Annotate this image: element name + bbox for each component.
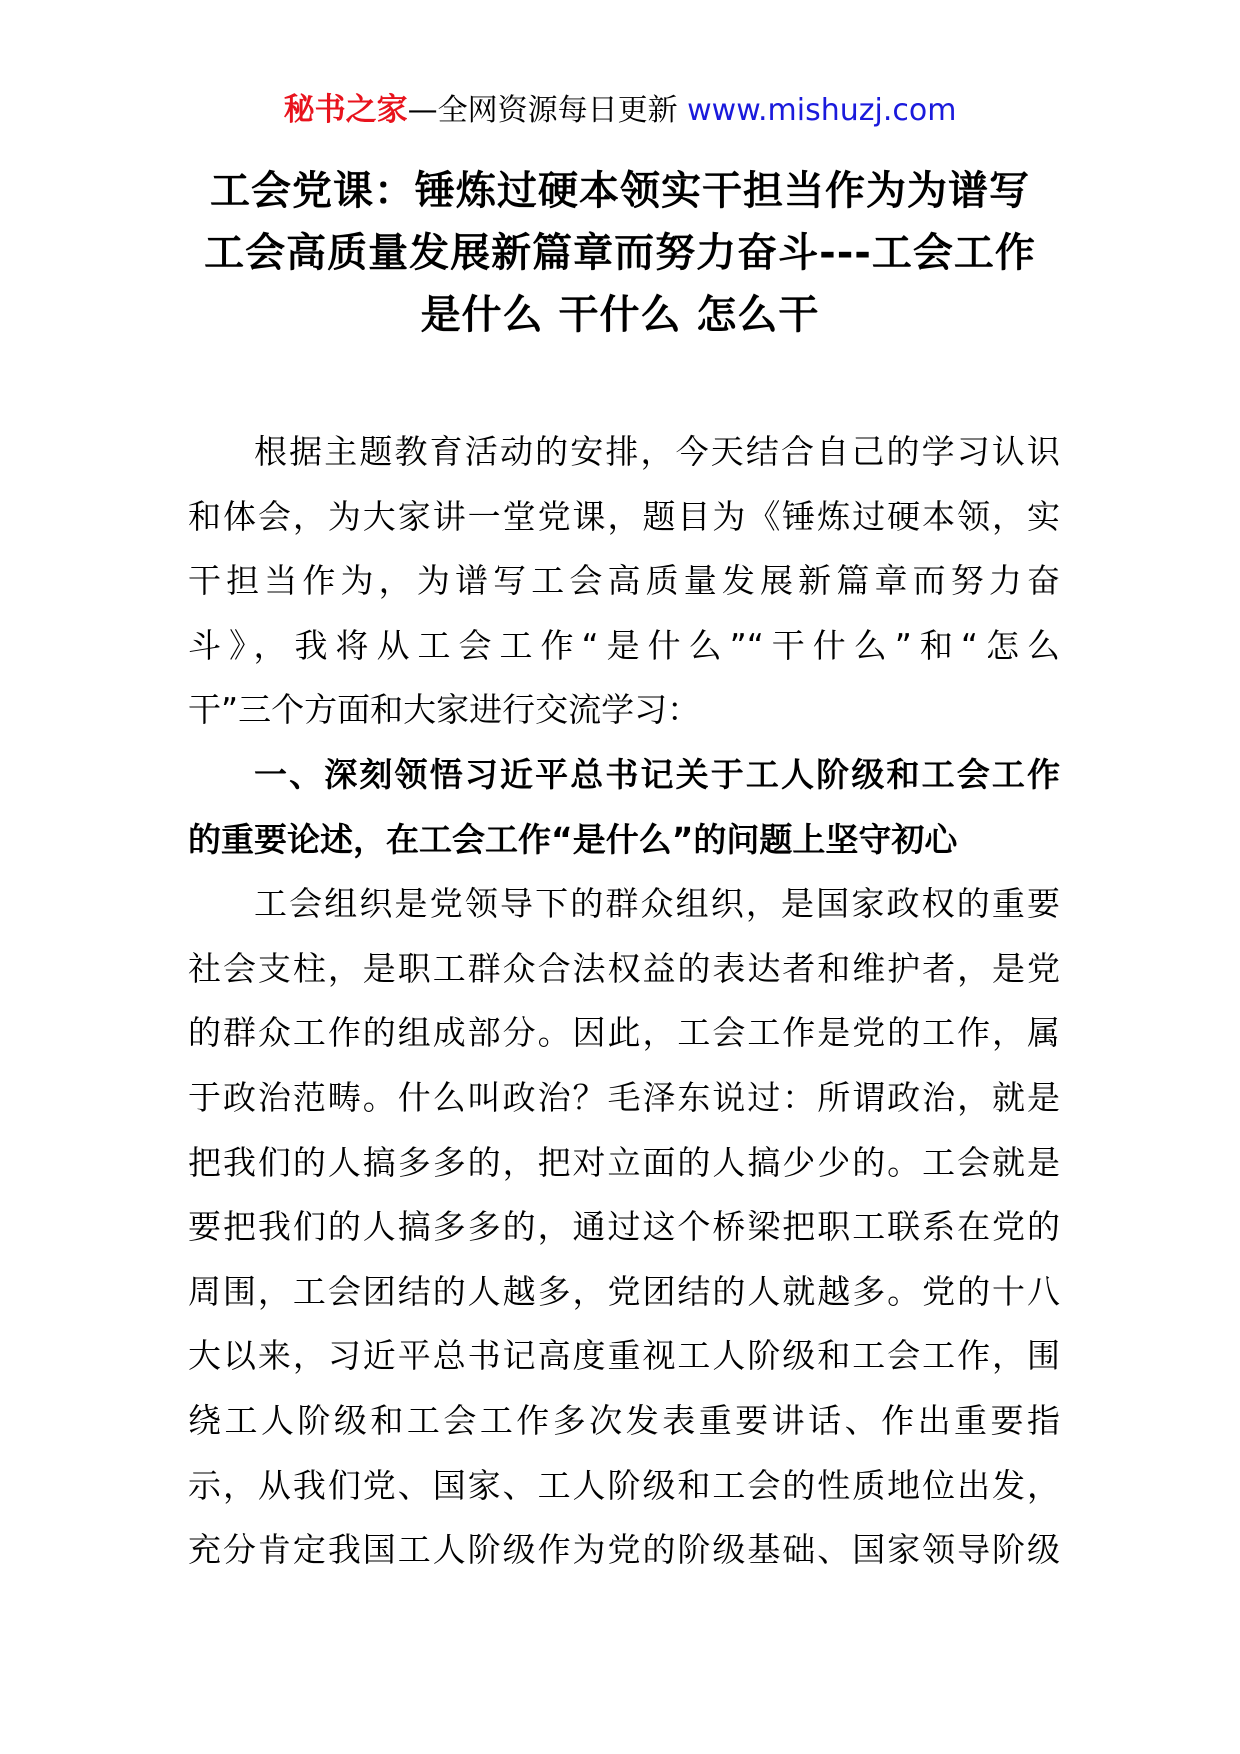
paragraph-line: 于政治范畴。什么叫政治？毛泽东说过：所谓政治，就是 bbox=[188, 1077, 1060, 1117]
document-title bbox=[150, 160, 1090, 346]
title-line: 工会高质量发展新篇章而努力奋斗---工会工作 bbox=[204, 230, 1036, 276]
paragraph-line: 的群众工作的组成部分。因此，工会工作是党的工作，属 bbox=[188, 1013, 1060, 1053]
paragraph-line: 斗》，我将从工会工作“是什么”“干什么”和“怎么 bbox=[188, 625, 1060, 665]
paragraph-line: 要把我们的人搞多多的，通过这个桥梁把职工联系在党的 bbox=[188, 1207, 1060, 1247]
brand-name: 秘书之家 bbox=[283, 92, 408, 128]
paragraph-line: 大以来，习近平总书记高度重视工人阶级和工会工作，围 bbox=[188, 1336, 1060, 1376]
paragraph-line: 周围，工会团结的人越多，党团结的人就越多。党的十八 bbox=[188, 1271, 1060, 1311]
header-tagline: —全网资源每日更新 bbox=[407, 93, 678, 128]
site-url-link[interactable]: www.mishuzj.com bbox=[687, 93, 957, 128]
section-heading-line: 一、深刻领悟习近平总书记关于工人阶级和工会工作 bbox=[254, 754, 1060, 794]
paragraph-line: 社会支柱，是职工群众合法权益的表达者和维护者，是党 bbox=[188, 948, 1060, 988]
paragraph-line: 示，从我们党、国家、工人阶级和工会的性质地位出发， bbox=[188, 1465, 1060, 1505]
document-body bbox=[188, 420, 1060, 1583]
paragraph-line: 充分肯定我国工人阶级作为党的阶级基础、国家领导阶级 bbox=[188, 1530, 1060, 1570]
site-header bbox=[0, 90, 1240, 131]
paragraph-line: 干担当作为，为谱写工会高质量发展新篇章而努力奋 bbox=[188, 561, 1060, 601]
paragraph-line: 根据主题教育活动的安排，今天结合自己的学习认识 bbox=[254, 432, 1060, 471]
paragraph-line: 和体会，为大家讲一堂党课，题目为《锤炼过硬本领，实 bbox=[188, 496, 1060, 536]
title-line: 工会党课：锤炼过硬本领实干担当作为为谱写 bbox=[210, 168, 1030, 214]
title-line: 是什么 干什么 怎么干 bbox=[420, 292, 820, 338]
paragraph-line: 工会组织是党领导下的群众组织，是国家政权的重要 bbox=[254, 884, 1060, 924]
paragraph-line: 把我们的人搞多多的，把对立面的人搞少少的。工会就是 bbox=[188, 1142, 1060, 1182]
paragraph-line: 干”三个方面和大家进行交流学习： bbox=[188, 690, 701, 730]
section-heading-line: 的重要论述，在工会工作“是什么”的问题上坚守初心 bbox=[188, 819, 958, 859]
paragraph-line: 绕工人阶级和工会工作多次发表重要讲话、作出重要指 bbox=[188, 1400, 1060, 1440]
